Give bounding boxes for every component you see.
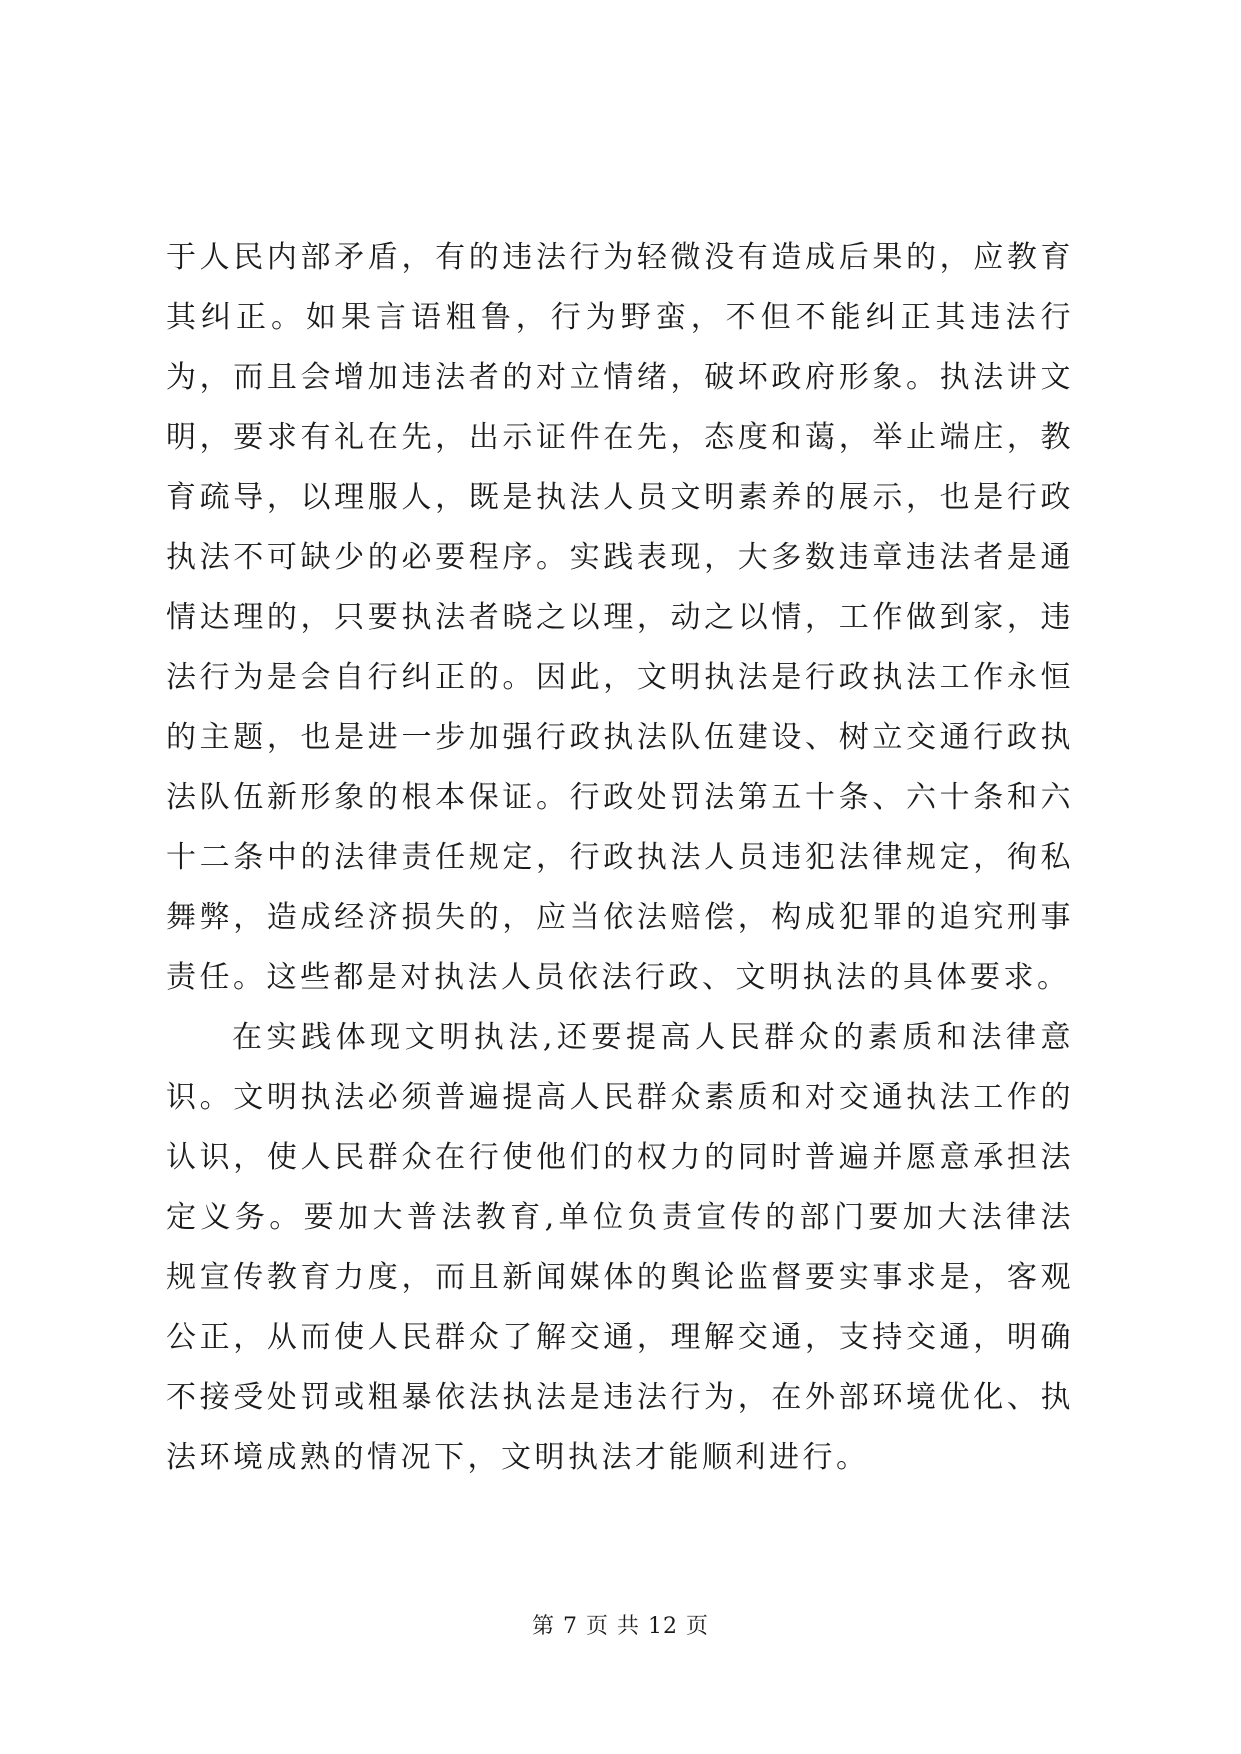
paragraph-2: 在实践体现文明执法,还要提高人民群众的素质和法律意识。文明执法必须普遍提高人民群众素质和对交通执法工作的认识，使人民群众在行使他们的权力的同时普遍并愿意承担法定义务。要加大普法教育,单位负责宣传的部门要加大法律法规宣传教育力度，而且新闻媒体的舆论监督要实事求是，客观公正，从而使人民群众了解交通，理解交通，支持交通，明确不接受处罚或粗暴依法执法是违法行为，在外部环境优化、执法环境成熟的情况下，文明执法才能顺利进行。 — [166, 1020, 1074, 1475]
page-number-footer: 第 7 页 共 12 页 — [532, 1614, 709, 1639]
paragraph-1: 于人民内部矛盾，有的违法行为轻微没有造成后果的，应教育其纠正。如果言语粗鲁，行为野蛮，不但不能纠正其违法行为，而且会增加违法者的对立情绪，破坏政府形象。执法讲文明，要求有礼在先，出示证件在先，态度和蔼，举止端庄，教育疏导，以理服人，既是执法人员文明素养的展示，也是行政执法不可缺少的必要程序。实践表现，大多数违章违法者是通情达理的，只要执法者晓之以理，动之以情，工作做到家，违法行为是会自行纠正的。因此，文明执法是行政执法工作永恒的主题，也是进一步加强行政执法队伍建设、树立交通行政执法队伍新形象的根本保证。行政处罚法第五十条、六十条和六十二条中的法律责任规定，行政执法人员违犯法律规定，徇私舞弊，造成经济损失的，应当依法赔偿，构成犯罪的追究刑事责任。这些都是对执法人员依法行政、文明执法的具体要求。 — [166, 240, 1074, 995]
document-body — [166, 228, 1074, 1488]
